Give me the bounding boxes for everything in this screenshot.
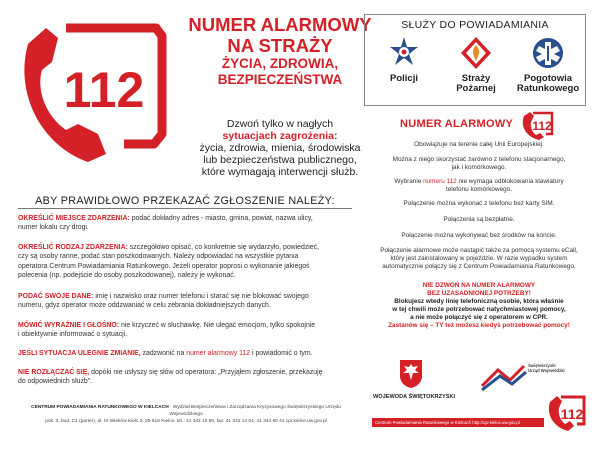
step-speak-a: nie krzyczeć w słuchawkę. Nie ulegać emocjom, tylko spokojnie <box>119 322 316 329</box>
footer-address <box>18 404 354 425</box>
info-keypad-a: Wybranie <box>394 178 424 185</box>
step-change-highlight: numer alarmowy 112 <box>186 350 251 357</box>
step-hold-a: dopóki nie usłyszy się słów od operatora: „Przyjąłem zgłoszenie, przekazuję <box>89 369 323 376</box>
swietokrzyski-office-label <box>528 363 573 373</box>
warning-line3: Blokujesz wtedy linię telefoniczną osobie, która właśnie <box>394 298 564 305</box>
service-fire-label: Straży Pożarnej <box>456 73 496 94</box>
info-no-sim: Połączenie można wykonać z telefonu bez karty SIM. <box>403 200 555 207</box>
step-location-a: podać dokładny adres - miasto, gmina, powiat, nazwa ulicy, <box>129 215 313 222</box>
warning-line5: a nie może połączyć się z operatorem w CPR. <box>410 314 548 321</box>
step-data-b: numeru, gdyż operator może oddzwaniać w celu zebrania dokładniejszych danych. <box>18 302 271 310</box>
info-phones <box>368 156 590 172</box>
numer-alarmowy-header <box>400 110 590 140</box>
logo-112-large-text: 112 <box>63 62 145 118</box>
step-type-a: szczegółowo opisać, co konkretnie się wydarzyło, powiedzieć, <box>127 244 319 251</box>
info-ecall-a: Połączenie alarmowe może nastąpić także za pomocą systemu eCall, <box>380 247 578 254</box>
step-hold <box>18 368 354 387</box>
hero-intro-highlight: sytuacjach zagrożenia: <box>222 130 338 142</box>
step-location <box>18 214 354 233</box>
step-location-head: OKREŚLIĆ MIEJSCE ZDARZENIA: <box>18 215 130 222</box>
swk-label-line1: Świętokrzyski <box>528 363 556 368</box>
step-type-c: operatora Centrum Powiadamiania Ratunkowego. Jeżeli operator poprosi o wykonanie jakiegoś <box>18 262 310 270</box>
service-ambulance-label-2: Ratunkowego <box>516 83 580 94</box>
step-speak <box>18 321 354 340</box>
step-data-head: PODAĆ SWOJE DANE: <box>18 293 94 300</box>
info-keypad-highlight: numeru 112 <box>423 178 457 185</box>
hero-intro <box>175 118 385 178</box>
step-type <box>18 243 354 281</box>
logo-112-large <box>6 14 176 164</box>
warning-line4: w tej chwili może potrzebować natychmiastowej pomocy, <box>392 306 566 313</box>
step-type-d: polecenia (np. podejście do osoby poszkodowanej), należy je wykonać. <box>18 272 236 280</box>
step-data <box>18 292 354 311</box>
warning-line1: NIE DZWOŃ NA NUMER ALARMOWY <box>422 282 536 289</box>
wojewoda-label: WOJEWODA ŚWIĘTOKRZYSKI <box>373 394 456 400</box>
hero-title-line4: BEZPIECZEŃSTWA <box>217 72 343 87</box>
info-free: Połączenia są bezpłatne. <box>443 216 515 223</box>
info-keypad <box>368 178 590 194</box>
service-fire <box>441 35 511 94</box>
info-phones-a: Można z niego skorzystać zarówno z telefonu stacjonarnego, <box>392 156 566 163</box>
swk-label-line2: Urząd Wojewódzki <box>528 368 565 373</box>
footer-line2: pok. 3, bud. C1 (parter), al. IX Wieków Kielc 3, 25-516 Kielce, tel.: 41 342 15 80, fax: 41 342 14 04, 41 344 60 41 cpr.kielce.uw.gov.pl <box>45 419 327 424</box>
police-badge-icon <box>386 35 422 71</box>
step-data-a: imię i nazwisko oraz numer telefonu i starać się nie blokować swojego <box>93 293 309 300</box>
fire-brigade-icon <box>458 35 494 71</box>
hero-intro-line4: lub bezpieczeństwa publicznego, <box>203 154 357 166</box>
step-change-head: JEŚLI SYTUACJA ULEGNIE ZMIANIE, <box>18 350 141 357</box>
white-eagle-emblem-icon <box>398 358 424 388</box>
logo-112-medium <box>518 110 556 140</box>
step-type-b: czy są osoby ranne, podać stan poszkodowanych. Należy odpowiadać na wszystkie pytania <box>18 253 299 261</box>
howto-divider <box>18 208 352 209</box>
info-ecall-b: który jest zainstalowany w pojeździe. W razie wypadku system <box>390 255 568 262</box>
warning-line2: BEZ UZASADNIONEJ POTRZEBY! <box>427 290 531 297</box>
info-ecall <box>368 247 590 271</box>
info-ecall-c: automatycznie połączy się z Centrum Powiadamiania Ratunkowego. <box>382 263 576 270</box>
numer-alarmowy-title: NUMER ALARMOWY <box>400 118 514 130</box>
info-keypad-b: nie wymaga odblokowania klawiatury <box>456 178 564 185</box>
warning-block <box>368 282 590 330</box>
footer-line1: · Wydział Bezpieczeństwa i Zarządzania Kryzysowego Świętokrzyskiego Urzędu Wojewódzkiego <box>168 405 341 417</box>
info-phones-b: jak i komórkowego. <box>451 164 507 171</box>
step-speak-head: MÓWIĆ WYRAŹNIE I GŁOŚNO: <box>18 322 120 329</box>
step-change-a: zadzwonić na <box>140 350 187 357</box>
service-police <box>369 35 439 84</box>
services-title: SŁUŻY DO POWIADAMIANIA <box>401 19 549 31</box>
cpr-footer-bar: Centrum Powiadamiania Ratunkowego w Kielcach http://cpr.kielce.uw.gov.pl <box>372 418 544 427</box>
hero-title-line3: ŻYCIA, ZDROWIA, <box>221 56 339 71</box>
howto-title: ABY PRAWIDŁOWO PRZEKAZAĆ ZGŁOSZENIE NALEŻY: <box>35 195 335 207</box>
hero-intro-line5: które wymagają interwencji służb. <box>201 166 359 178</box>
service-ambulance-label-1: Pogotowia <box>523 73 573 84</box>
ambulance-star-icon <box>530 35 566 71</box>
service-ambulance <box>513 35 583 94</box>
services-box <box>364 14 586 106</box>
step-hold-b: do odpowiednich służb". <box>18 378 93 386</box>
hero-title <box>180 14 380 88</box>
step-change <box>18 349 354 358</box>
step-location-b: numer lokalu czy drogi. <box>18 224 89 232</box>
step-change-b: i powiadomić o tym. <box>250 350 313 357</box>
hero-intro-line1: Dzwoń tylko w nagłych <box>226 118 334 130</box>
hero-title-line1: NUMER ALARMOWY <box>188 14 372 35</box>
hero-title-line2: NA STRAŻY <box>227 35 333 56</box>
info-eu: Obowiązuje na terenie całej Unii Europejskiej. <box>414 141 544 148</box>
step-hold-head: NIE ROZŁĄCZAĆ SIĘ, <box>18 369 90 376</box>
telephone-handset-icon <box>6 14 176 164</box>
logo-112-small <box>544 394 588 432</box>
logo-112-medium-text: 112 <box>532 119 552 133</box>
info-keypad-c: telefonu komórkowego. <box>445 186 513 193</box>
footer-org: CENTRUM POWIADAMIANIA RATUNKOWEGO W KIELCACH <box>31 405 169 410</box>
warning-line6: Zastanów się – TY też możesz kiedyś potrzebować pomocy! <box>388 322 570 329</box>
step-speak-b: i obiektywnie informować o sytuacji. <box>18 331 128 339</box>
service-police-label: Policji <box>390 73 418 84</box>
hero-intro-line3: życia, zdrowia, mienia, środowiska <box>199 142 361 154</box>
step-type-head: OKREŚLIĆ RODZAJ ZDARZENIA: <box>18 244 128 251</box>
logo-112-small-text: 112 <box>560 406 584 422</box>
info-no-credit: Połączenie można wykonywać bez środków na koncie. <box>401 232 557 239</box>
